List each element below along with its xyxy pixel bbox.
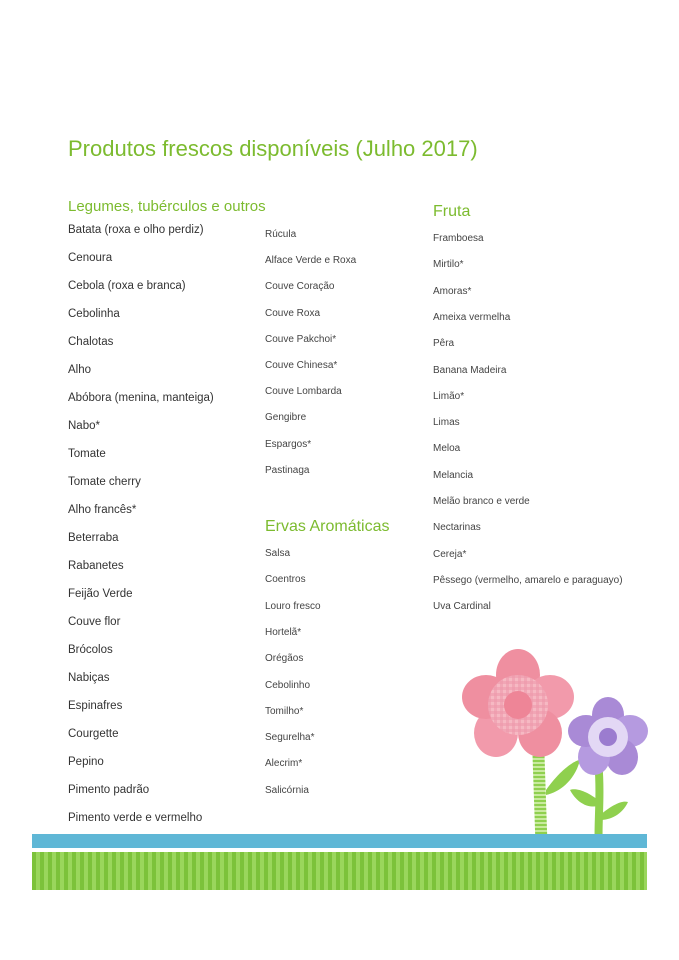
legume-item: Couve Pakchoi* <box>265 333 337 345</box>
legume-item: Alface Verde e Roxa <box>265 255 357 267</box>
erva-item: Salsa <box>265 548 291 559</box>
legume-item: Courgette <box>68 728 119 740</box>
erva-item: Salicórnia <box>265 784 309 796</box>
fruta-item: Framboesa <box>433 233 484 244</box>
legume-item: Tomate <box>68 448 106 460</box>
fruta-item: Pêssego (vermelho, amarelo e paraguayo) <box>433 574 623 586</box>
legume-item: Espargos* <box>265 438 312 450</box>
fruta-item: Melancia <box>433 469 474 481</box>
legume-item: Cenoura <box>68 252 113 264</box>
legume-item: Rúcula <box>265 229 297 240</box>
fruta-item: Cereja* <box>433 548 467 560</box>
fruta-item: Amoras* <box>433 285 472 297</box>
legume-item: Alho francês* <box>68 504 137 516</box>
fruta-item: Pêra <box>433 338 455 350</box>
legume-item: Couve Roxa <box>265 307 321 319</box>
page-title: Produtos frescos disponíveis (Julho 2017) <box>68 136 478 161</box>
fruta-item: Limas <box>433 417 460 429</box>
legume-item: Pimento verde e vermelho <box>68 812 203 824</box>
legume-item: Batata (roxa e olho perdiz) <box>68 224 204 236</box>
blue-band <box>32 834 647 848</box>
legume-item: Beterraba <box>68 532 119 544</box>
erva-item: Segurelha* <box>265 732 315 744</box>
erva-item: Tomilho* <box>265 705 304 717</box>
legume-item: Rabanetes <box>68 560 124 572</box>
fruta-item: Banana Madeira <box>433 364 507 376</box>
legume-item: Pimento padrão <box>68 784 150 796</box>
ervas-heading: Ervas Aromáticas <box>265 518 390 535</box>
erva-item: Louro fresco <box>265 600 321 612</box>
legume-item: Espinafres <box>68 700 123 712</box>
legume-item: Tomate cherry <box>68 476 141 488</box>
erva-item: Orégãos <box>265 653 304 665</box>
legume-item: Pepino <box>68 756 104 768</box>
erva-item: Alecrim* <box>265 758 303 770</box>
legume-item: Brócolos <box>68 644 113 656</box>
fruta-item: Ameixa vermelha <box>433 311 511 323</box>
legume-item: Gengibre <box>265 412 307 424</box>
fruta-item: Limão* <box>433 390 465 402</box>
legume-item: Alho <box>68 364 92 376</box>
legume-item: Couve Coração <box>265 281 335 293</box>
erva-item: Cebolinho <box>265 679 311 691</box>
green-band <box>32 852 647 890</box>
legume-item: Cebolinha <box>68 308 120 320</box>
erva-item: Hortelã* <box>265 626 302 638</box>
legume-item: Nabiças <box>68 672 110 684</box>
fruta-item: Meloa <box>433 443 461 455</box>
legume-item: Couve Lombarda <box>265 386 342 398</box>
fruta-item: Uva Cardinal <box>433 601 491 613</box>
legume-item: Couve Chinesa* <box>265 360 338 371</box>
legume-item: Feijão Verde <box>68 588 133 600</box>
legume-item: Chalotas <box>68 336 114 348</box>
fruta-item: Nectarinas <box>433 522 481 534</box>
legume-item: Pastinaga <box>265 464 310 476</box>
legume-item: Nabo* <box>68 420 100 432</box>
legume-item: Abóbora (menina, manteiga) <box>68 392 214 404</box>
fruta-item: Melão branco e verde <box>433 496 530 507</box>
fruta-heading: Fruta <box>433 203 471 220</box>
legume-item: Cebola (roxa e branca) <box>68 280 186 292</box>
legume-item: Couve flor <box>68 616 121 628</box>
legumes-heading: Legumes, tubérculos e outros <box>68 198 266 215</box>
fruta-item: Mirtilo* <box>433 259 464 271</box>
erva-item: Coentros <box>265 574 306 586</box>
